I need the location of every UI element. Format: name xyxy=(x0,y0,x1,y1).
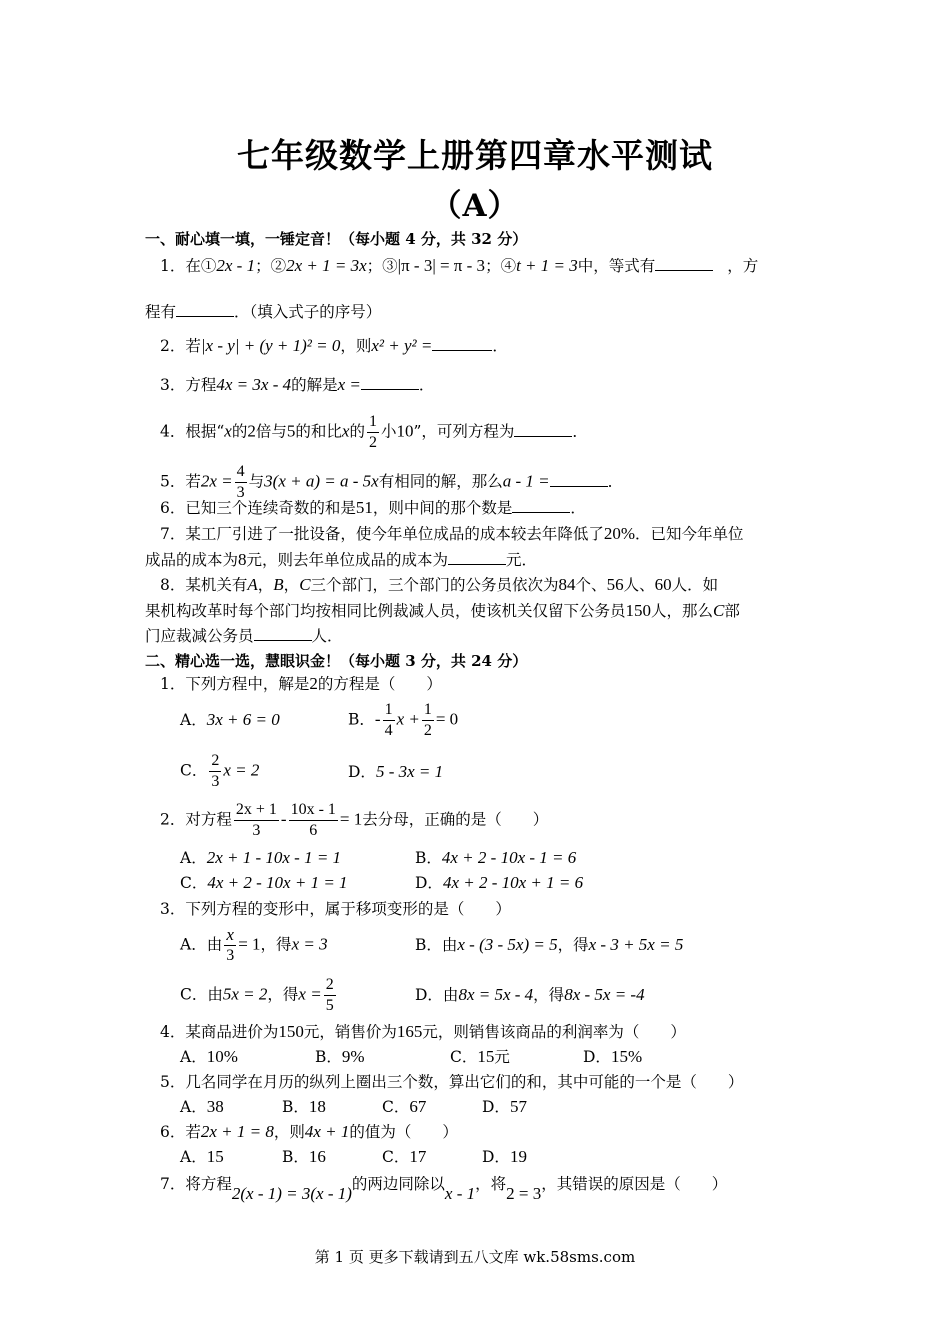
s1-q3: 3．方程4x = 3x - 4的解是x = ． xyxy=(160,375,435,394)
s1-q6: 6．已知三个连续奇数的和是51，则中间的那个数是 ． xyxy=(160,498,586,517)
s1-q2: 2．若|x - y| + (y + 1)² = 0，则x² + y² = ． xyxy=(160,336,508,355)
s2-q1-option-d[interactable]: D．5 - 3x = 1 xyxy=(348,762,444,781)
section1-heading: 一、耐心填一填，一锤定音！（每小题 4 分，共 32 分） xyxy=(145,230,528,248)
page-footer: 第 1 页 更多下载请到五八文库 wk.58sms.com xyxy=(314,1248,636,1266)
s2-q5-option-a[interactable]: A．38 xyxy=(180,1097,224,1116)
s2-q6-stem: 6．若2x + 1 = 8，则4x + 1的值为（ ） xyxy=(160,1122,458,1141)
fraction: $\frac{4}{3}$ xyxy=(236,463,245,501)
s2-q6-option-c[interactable]: C．17 xyxy=(382,1147,427,1166)
s2-q3-option-a[interactable]: A．由 $\frac{x}{3}$ = 1，得x = 3 xyxy=(180,925,328,964)
section2-heading: 二、精心选一选，慧眼识金！（每小题 3 分，共 24 分） xyxy=(145,652,528,670)
s2-q2-option-a[interactable]: A．2x + 1 - 10x - 1 = 1 xyxy=(180,848,342,867)
s1-q7-line1: 7．某工厂引进了一批设备，使今年单位成品的成本较去年降低了20%．已知今年单位 xyxy=(160,524,744,543)
s1-q5: 5．若2x = $\frac{4}{3}$ 与3(x + a) = a - 5x有相同的解，那么a - 1 = ． xyxy=(160,463,624,501)
s2-q1-stem: 1．下列方程中，解是2的方程是（ ） xyxy=(160,674,442,693)
document-title: 七年级数学上册第四章水平测试 xyxy=(237,136,713,175)
s2-q3-option-c[interactable]: C．由5x = 2，得x = $\frac{2}{5}$ xyxy=(180,976,334,1014)
s2-q1-option-b[interactable]: B．- $\frac{1}{4}$ x + $\frac{1}{2}$ = 0 xyxy=(348,701,459,739)
s1-q8-line1: 8．某机关有A，B，C三个部门，三个部门的公务员依次为84个、56人、60人．如 xyxy=(160,575,719,594)
s2-q4-option-b[interactable]: B．9% xyxy=(315,1047,365,1066)
s2-q6-option-a[interactable]: A．15 xyxy=(180,1147,224,1166)
answer-blank[interactable] xyxy=(550,472,608,487)
s2-q7-stem: 7．将方程2(x - 1) = 3(x - 1)的两边同除以x - 1，将2 = 3，其错误的原因是（ ） xyxy=(160,1175,728,1203)
s2-q4-option-a[interactable]: A．10% xyxy=(180,1047,238,1066)
s2-q4-option-c[interactable]: C．15元 xyxy=(450,1047,510,1066)
s1-q8-line3: 门应裁减公务员 人． xyxy=(145,627,343,645)
s2-q5-option-b[interactable]: B．18 xyxy=(282,1097,326,1116)
answer-blank[interactable] xyxy=(655,256,713,271)
s2-q2-option-c[interactable]: C．4x + 2 - 10x + 1 = 1 xyxy=(180,873,348,892)
s2-q5-stem: 5．几名同学在月历的纵列上圈出三个数，算出它们的和，其中可能的一个是（ ） xyxy=(160,1073,744,1091)
s2-q2-stem: 2．对方程 $\frac{2x + 1}{3}$ - $\frac{10x - 1}{6}$ = 1去分母，正确的是（ ） xyxy=(160,801,549,839)
s2-q3-option-b[interactable]: B．由x - (3 - 5x) = 5，得x - 3 + 5x = 5 xyxy=(415,935,684,954)
s2-q5-option-c[interactable]: C．67 xyxy=(382,1097,427,1116)
s2-q2-option-d[interactable]: D．4x + 2 - 10x + 1 = 6 xyxy=(415,873,584,892)
answer-blank[interactable] xyxy=(176,302,234,317)
answer-blank[interactable] xyxy=(514,422,572,437)
s2-q6-option-b[interactable]: B．16 xyxy=(282,1147,326,1166)
s1-q1-line2: 程有 ．（填入式子的序号） xyxy=(145,303,382,321)
s2-q2-option-b[interactable]: B．4x + 2 - 10x - 1 = 6 xyxy=(415,848,577,867)
document-subtitle: （A） xyxy=(430,188,520,224)
s2-q3-option-d[interactable]: D．由8x = 5x - 4，得8x - 5x = -4 xyxy=(415,985,645,1004)
s2-q5-option-d[interactable]: D．57 xyxy=(482,1097,527,1116)
s1-q1-line1: 1．在①2x - 1；②2x + 1 = 3x；③|π - 3| = π - 3；④t + 1 = 3中，等式有 ，方 xyxy=(160,256,759,275)
answer-blank[interactable] xyxy=(512,498,570,513)
s2-q3-stem: 3．下列方程的变形中，属于移项变形的是（ ） xyxy=(160,900,511,918)
s1-q4: 4．根据“x的2倍与5的和比x的 $\frac{1}{2}$ 小10”，可列方程为 ． xyxy=(160,413,588,451)
s2-q1-option-c[interactable]: C． $\frac{2}{3}$ x = 2 xyxy=(180,752,260,790)
s2-q4-stem: 4．某商品进价为150元，销售价为165元，则销售该商品的利润率为（ ） xyxy=(160,1022,686,1041)
s2-q1-option-a[interactable]: A．3x + 6 = 0 xyxy=(180,710,280,729)
answer-blank[interactable] xyxy=(432,336,492,351)
answer-blank[interactable] xyxy=(254,626,312,641)
answer-blank[interactable] xyxy=(361,375,419,390)
answer-blank[interactable] xyxy=(448,550,506,565)
fraction: $\frac{1}{2}$ xyxy=(368,413,377,451)
s1-q7-line2: 成品的成本为8元，则去年单位成品的成本为 元． xyxy=(145,550,538,569)
s2-q6-option-d[interactable]: D．19 xyxy=(482,1147,527,1166)
s2-q4-option-d[interactable]: D．15% xyxy=(583,1047,643,1066)
s1-q8-line2: 果机构改革时每个部门均按相同比例裁减人员，使该机关仅留下公务员150人，那么C部 xyxy=(145,601,740,620)
